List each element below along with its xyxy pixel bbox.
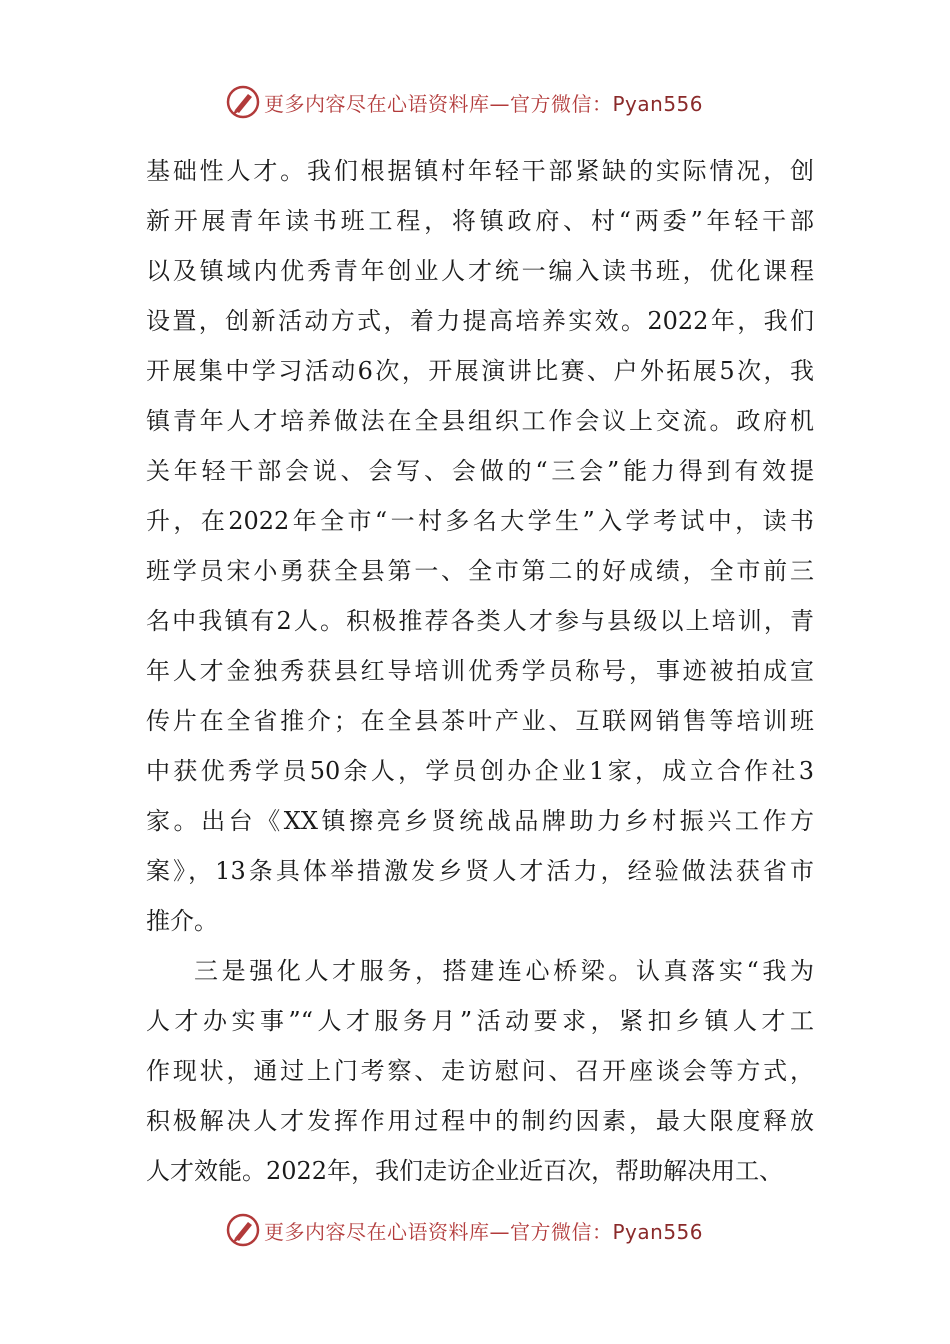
text-line: 传片在全省推介；在全县茶叶产业、互联网销售等培训班: [146, 707, 814, 735]
text-line: 设置，创新活动方式，着力提高培养实效。2022年，我们: [146, 307, 814, 335]
header-banner: [226, 84, 746, 120]
banner-title: 更多内容尽在心语资料库—官方微信：: [264, 91, 613, 116]
pen-logo-icon: [226, 1213, 260, 1247]
text-line: 年人才金独秀获县红导培训优秀学员称号，事迹被拍成宣: [146, 657, 814, 685]
text-line: 开展集中学习活动6次，开展演讲比赛、户外拓展5次，我: [146, 357, 814, 385]
text-line: 积极解决人才发挥作用过程中的制约因素，最大限度释放: [146, 1107, 814, 1135]
paragraph-start-line: 三是强化人才服务，搭建连心桥梁。认真落实“我为: [194, 957, 814, 985]
text-line: 新开展青年读书班工程，将镇政府、村“两委”年轻干部: [146, 207, 814, 235]
text-line: 班学员宋小勇获全县第一、全市第二的好成绩，全市前三: [146, 557, 814, 585]
banner-title: 更多内容尽在心语资料库—官方微信：: [264, 1219, 613, 1244]
pen-logo-icon: [226, 85, 260, 119]
text-line: 关年轻干部会说、会写、会做的“三会”能力得到有效提: [146, 457, 814, 485]
text-line: 人才办实事”“人才服务月”活动要求，紧扣乡镇人才工: [146, 1007, 814, 1035]
wechat-id: Pyan556: [612, 91, 704, 116]
text-line: 推介。: [146, 907, 218, 935]
text-line: 案》，13条具体举措激发乡贤人才活力，经验做法获省市: [146, 857, 814, 885]
text-line: 以及镇域内优秀青年创业人才统一编入读书班，优化课程: [146, 257, 814, 285]
text-line: 镇青年人才培养做法在全县组织工作会议上交流。政府机: [146, 407, 814, 435]
wechat-id: Pyan556: [612, 1219, 704, 1244]
footer-banner: [226, 1212, 746, 1248]
text-line: 人才效能。2022年，我们走访企业近百次，帮助解决用工、: [146, 1157, 784, 1185]
text-line: 基础性人才。我们根据镇村年轻干部紧缺的实际情况，创: [146, 157, 814, 185]
text-line: 中获优秀学员50余人，学员创办企业1家，成立合作社3: [146, 757, 814, 785]
document-body: [146, 146, 814, 1196]
text-line: 作现状，通过上门考察、走访慰问、召开座谈会等方式，: [146, 1057, 814, 1085]
text-line: 升，在2022年全市“一村多名大学生”入学考试中，读书: [146, 507, 814, 535]
text-line: 名中我镇有2人。积极推荐各类人才参与县级以上培训，青: [146, 607, 814, 635]
text-line: 家。出台《XX镇擦亮乡贤统战品牌助力乡村振兴工作方: [146, 807, 814, 835]
